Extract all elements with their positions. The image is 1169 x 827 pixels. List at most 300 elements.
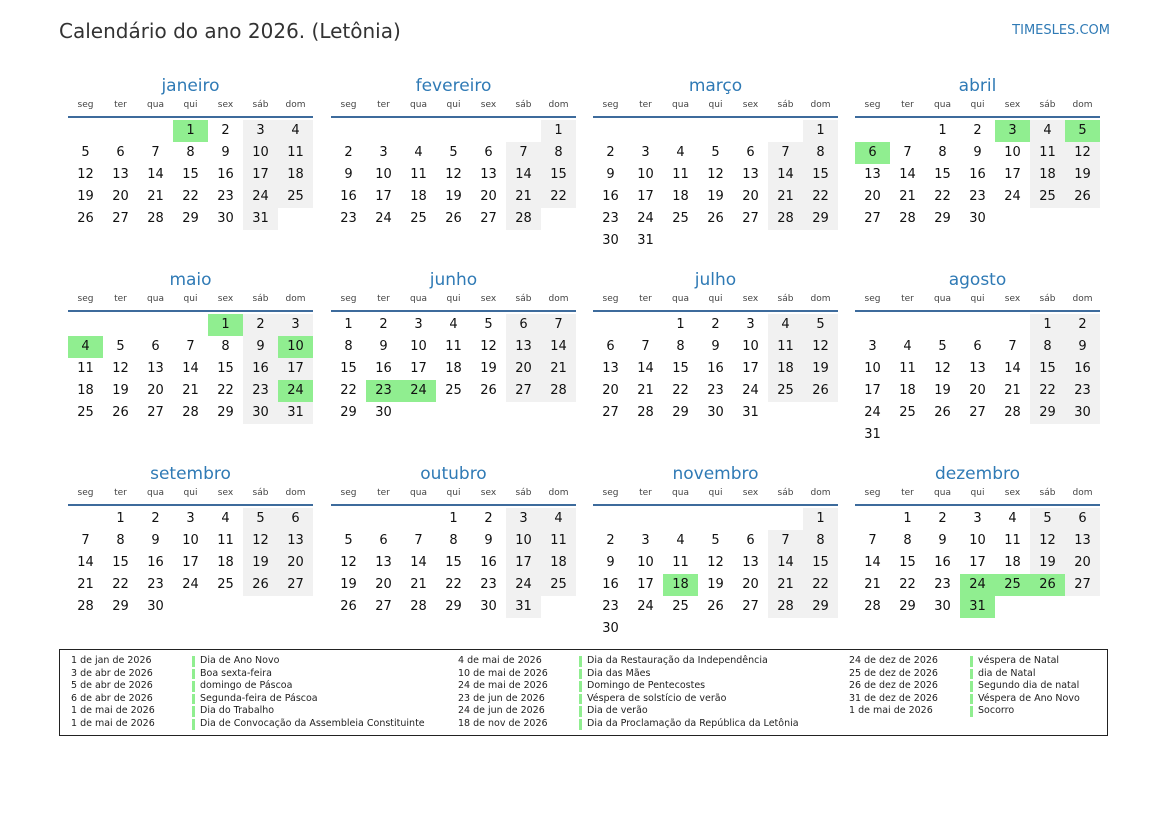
day-cell: 25: [77, 405, 94, 420]
day-cell: 26: [480, 383, 497, 398]
day-cell: 9: [711, 339, 720, 354]
weekday-label: ter: [901, 100, 914, 110]
weekday-label: sáb: [777, 488, 794, 498]
day-cell: 8: [116, 533, 125, 548]
weekday-label: qua: [672, 100, 689, 110]
day-cell: 3: [641, 533, 650, 548]
day-cell: 12: [112, 361, 129, 376]
holiday-cell: 23: [366, 380, 401, 402]
weekday-header: [68, 292, 313, 312]
day-cell: 11: [1030, 142, 1065, 164]
day-cell: 25: [217, 577, 234, 592]
month-6: [331, 266, 576, 424]
day-cell: 25: [672, 211, 689, 226]
weekday-label: sáb: [1039, 488, 1056, 498]
weekday-label: sáb: [777, 294, 794, 304]
legend-marker: [192, 719, 195, 730]
empty-cell: [768, 120, 803, 142]
weekday-label: dom: [548, 488, 569, 498]
legend-date: 1 de jan de 2026: [71, 655, 152, 666]
month-12: [855, 460, 1100, 618]
day-cell: 23: [147, 577, 164, 592]
day-cell: 10: [506, 530, 541, 552]
day-cell: 13: [1065, 530, 1100, 552]
weekday-label: qui: [446, 294, 461, 304]
legend-holiday-name: Segunda-feira de Páscoa: [200, 692, 318, 704]
legend-column: [458, 655, 799, 731]
day-cell: 14: [1004, 361, 1021, 376]
day-cell: 29: [445, 599, 462, 614]
day-cell: 30: [243, 402, 278, 424]
holiday-cell: 18: [663, 574, 698, 596]
empty-cell: [471, 120, 506, 142]
empty-cell: [401, 508, 436, 530]
weekday-label: ter: [901, 294, 914, 304]
day-cell: 22: [182, 189, 199, 204]
day-cell: 2: [606, 533, 615, 548]
weekday-label: seg: [602, 100, 619, 110]
day-cell: 29: [803, 208, 838, 230]
holiday-cell: 10: [278, 336, 313, 358]
weekday-label: ter: [639, 488, 652, 498]
day-cell: 15: [541, 164, 576, 186]
day-cell: 15: [445, 555, 462, 570]
legend-marker: [192, 656, 195, 667]
day-cell: 7: [868, 533, 877, 548]
day-cell: 22: [340, 383, 357, 398]
legend-row: [849, 668, 1080, 681]
day-cell: 30: [375, 405, 392, 420]
weekday-label: qua: [934, 488, 951, 498]
day-cell: 15: [340, 361, 357, 376]
day-cell: 24: [375, 211, 392, 226]
weekday-header: [855, 486, 1100, 506]
month-2: [331, 72, 576, 230]
legend-holiday-name: domingo de Páscoa: [200, 680, 293, 692]
month-8: [855, 266, 1100, 446]
empty-cell: [733, 508, 768, 530]
day-cell: 16: [602, 189, 619, 204]
legend-marker: [192, 669, 195, 680]
day-cell: 8: [803, 142, 838, 164]
day-cell: 30: [1065, 402, 1100, 424]
day-cell: 6: [973, 339, 982, 354]
day-grid: [68, 508, 313, 618]
day-cell: 26: [340, 599, 357, 614]
weekday-label: sex: [742, 488, 759, 498]
weekday-label: ter: [114, 100, 127, 110]
weekday-label: sex: [742, 294, 759, 304]
day-cell: 18: [410, 189, 427, 204]
day-cell: 14: [182, 361, 199, 376]
legend-row: [849, 705, 1080, 718]
day-cell: 12: [803, 336, 838, 358]
weekday-label: ter: [377, 100, 390, 110]
holiday-cell: 24: [278, 380, 313, 402]
legend-holiday-name: Véspera de Ano Novo: [978, 692, 1080, 704]
legend-row: [71, 705, 425, 718]
legend-holiday-name: Boa sexta-feira: [200, 667, 272, 679]
empty-cell: [890, 314, 925, 336]
day-cell: 28: [147, 211, 164, 226]
day-cell: 4: [768, 314, 803, 336]
day-cell: 13: [506, 336, 541, 358]
weekday-label: dom: [548, 294, 569, 304]
empty-cell: [698, 120, 733, 142]
legend-marker: [579, 681, 582, 692]
day-cell: 14: [864, 555, 881, 570]
holiday-cell: 1: [208, 314, 243, 336]
day-cell: 11: [672, 167, 689, 182]
day-cell: 28: [410, 599, 427, 614]
day-cell: 16: [243, 358, 278, 380]
month-1: [68, 72, 313, 230]
day-grid: [593, 508, 838, 640]
day-cell: 26: [707, 599, 724, 614]
weekday-label: seg: [864, 294, 881, 304]
day-grid: [855, 508, 1100, 618]
day-cell: 5: [803, 314, 838, 336]
day-cell: 29: [672, 405, 689, 420]
legend-date: 6 de abr de 2026: [71, 692, 153, 704]
day-cell: 17: [1004, 167, 1021, 182]
day-cell: 4: [541, 508, 576, 530]
day-cell: 21: [637, 383, 654, 398]
day-grid: [68, 314, 313, 424]
day-cell: 31: [278, 402, 313, 424]
weekday-label: dom: [1072, 100, 1093, 110]
day-cell: 30: [934, 599, 951, 614]
day-cell: 5: [116, 339, 125, 354]
day-cell: 10: [1004, 145, 1021, 160]
month-10: [331, 460, 576, 618]
day-cell: 6: [506, 314, 541, 336]
weekday-label: dom: [1072, 488, 1093, 498]
day-cell: 6: [484, 145, 493, 160]
empty-cell: [401, 120, 436, 142]
day-cell: 25: [1030, 186, 1065, 208]
day-cell: 11: [77, 361, 94, 376]
weekday-label: sáb: [777, 100, 794, 110]
day-cell: 2: [151, 511, 160, 526]
weekday-label: qui: [446, 100, 461, 110]
day-cell: 27: [506, 380, 541, 402]
weekday-label: qui: [183, 294, 198, 304]
day-cell: 22: [541, 186, 576, 208]
day-cell: 9: [221, 145, 230, 160]
day-cell: 12: [1030, 530, 1065, 552]
day-cell: 17: [864, 383, 881, 398]
day-cell: 30: [707, 405, 724, 420]
day-cell: 20: [112, 189, 129, 204]
day-cell: 24: [506, 574, 541, 596]
day-cell: 29: [899, 599, 916, 614]
day-cell: 14: [768, 164, 803, 186]
legend-marker: [970, 694, 973, 705]
day-cell: 7: [541, 314, 576, 336]
day-cell: 5: [711, 533, 720, 548]
day-cell: 25: [768, 380, 803, 402]
day-cell: 25: [278, 186, 313, 208]
day-cell: 30: [969, 211, 986, 226]
day-cell: 1: [676, 317, 685, 332]
day-cell: 23: [602, 599, 619, 614]
day-cell: 9: [151, 533, 160, 548]
weekday-header: [855, 292, 1100, 312]
day-cell: 7: [641, 339, 650, 354]
day-cell: 12: [243, 530, 278, 552]
day-cell: 23: [1065, 380, 1100, 402]
day-cell: 5: [243, 508, 278, 530]
day-cell: 15: [217, 361, 234, 376]
day-cell: 8: [938, 145, 947, 160]
day-cell: 11: [445, 339, 462, 354]
weekday-label: sáb: [1039, 294, 1056, 304]
day-cell: 26: [934, 405, 951, 420]
day-cell: 6: [1065, 508, 1100, 530]
day-cell: 3: [641, 145, 650, 160]
holiday-cell: 24: [401, 380, 436, 402]
day-cell: 15: [934, 167, 951, 182]
day-cell: 28: [541, 380, 576, 402]
day-cell: 20: [602, 383, 619, 398]
legend-row: [71, 668, 425, 681]
weekday-label: ter: [639, 100, 652, 110]
day-cell: 22: [1030, 380, 1065, 402]
weekday-label: qua: [410, 294, 427, 304]
day-cell: 12: [480, 339, 497, 354]
day-cell: 28: [1004, 405, 1021, 420]
day-cell: 4: [449, 317, 458, 332]
empty-cell: [366, 120, 401, 142]
day-cell: 1: [344, 317, 353, 332]
day-cell: 20: [742, 189, 759, 204]
legend-marker: [579, 656, 582, 667]
day-cell: 3: [278, 314, 313, 336]
empty-cell: [733, 120, 768, 142]
legend-holiday-name: Dia de Convocação da Assembleia Constituinte: [200, 717, 425, 729]
day-cell: 16: [602, 577, 619, 592]
day-cell: 29: [217, 405, 234, 420]
day-cell: 6: [606, 339, 615, 354]
weekday-label: sáb: [252, 294, 269, 304]
holiday-cell: 5: [1065, 120, 1100, 142]
day-cell: 13: [969, 361, 986, 376]
day-cell: 27: [375, 599, 392, 614]
day-cell: 9: [1065, 336, 1100, 358]
legend-row: [71, 655, 425, 668]
legend-column: [849, 655, 1080, 718]
empty-cell: [103, 120, 138, 142]
day-cell: 4: [1030, 120, 1065, 142]
day-grid: [331, 508, 576, 618]
day-cell: 22: [803, 574, 838, 596]
day-cell: 10: [182, 533, 199, 548]
month-name: janeiro: [161, 76, 220, 96]
weekday-label: dom: [285, 294, 306, 304]
legend-marker: [579, 669, 582, 680]
day-cell: 8: [1030, 336, 1065, 358]
day-cell: 22: [803, 186, 838, 208]
day-cell: 23: [707, 383, 724, 398]
legend-row: [458, 693, 799, 706]
empty-cell: [628, 314, 663, 336]
day-cell: 22: [445, 577, 462, 592]
day-cell: 10: [969, 533, 986, 548]
legend-date: 24 de mai de 2026: [458, 680, 548, 692]
month-9: [68, 460, 313, 618]
day-cell: 4: [278, 120, 313, 142]
weekday-label: sáb: [515, 100, 532, 110]
day-cell: 8: [186, 145, 195, 160]
day-cell: 31: [864, 427, 881, 442]
legend-date: 25 de dez de 2026: [849, 667, 938, 679]
day-cell: 23: [602, 211, 619, 226]
day-cell: 8: [221, 339, 230, 354]
legend-row: [458, 655, 799, 668]
legend-marker: [192, 694, 195, 705]
day-cell: 30: [217, 211, 234, 226]
day-cell: 19: [1030, 552, 1065, 574]
weekday-label: sex: [217, 100, 234, 110]
month-name: julho: [694, 270, 737, 290]
weekday-label: seg: [602, 488, 619, 498]
day-cell: 18: [1030, 164, 1065, 186]
weekday-label: qui: [970, 294, 985, 304]
day-cell: 27: [742, 211, 759, 226]
month-name: abril: [958, 76, 997, 96]
day-cell: 6: [746, 533, 755, 548]
weekday-header: [331, 292, 576, 312]
weekday-label: qui: [446, 488, 461, 498]
day-cell: 17: [506, 552, 541, 574]
day-cell: 11: [217, 533, 234, 548]
holiday-cell: 4: [68, 336, 103, 358]
day-cell: 4: [1008, 511, 1017, 526]
legend-date: 10 de mai de 2026: [458, 667, 548, 679]
day-cell: 23: [340, 211, 357, 226]
weekday-label: qua: [410, 488, 427, 498]
legend-holiday-name: véspera de Natal: [978, 655, 1060, 666]
empty-cell: [68, 120, 103, 142]
legend-holiday-name: Dia de Ano Novo: [200, 655, 280, 666]
day-cell: 13: [602, 361, 619, 376]
day-cell: 21: [864, 577, 881, 592]
day-cell: 6: [379, 533, 388, 548]
day-cell: 23: [934, 577, 951, 592]
weekday-label: sex: [1004, 488, 1021, 498]
day-cell: 19: [112, 383, 129, 398]
day-cell: 28: [77, 599, 94, 614]
day-cell: 13: [112, 167, 129, 182]
month-4: [855, 72, 1100, 230]
day-cell: 10: [375, 167, 392, 182]
empty-cell: [960, 314, 995, 336]
day-cell: 14: [77, 555, 94, 570]
legend-date: 24 de dez de 2026: [849, 655, 938, 666]
day-cell: 22: [934, 189, 951, 204]
empty-cell: [138, 120, 173, 142]
month-name: fevereiro: [415, 76, 492, 96]
weekday-label: sáb: [1039, 100, 1056, 110]
day-cell: 27: [969, 405, 986, 420]
day-grid: [593, 120, 838, 252]
day-cell: 21: [182, 383, 199, 398]
empty-cell: [663, 120, 698, 142]
day-cell: 25: [410, 211, 427, 226]
weekday-label: ter: [114, 488, 127, 498]
day-cell: 16: [1065, 358, 1100, 380]
day-cell: 17: [243, 164, 278, 186]
day-cell: 17: [182, 555, 199, 570]
weekday-label: dom: [810, 294, 831, 304]
weekday-label: seg: [77, 294, 94, 304]
weekday-label: qua: [934, 100, 951, 110]
day-cell: 29: [934, 211, 951, 226]
day-cell: 20: [864, 189, 881, 204]
day-cell: 22: [112, 577, 129, 592]
day-cell: 7: [81, 533, 90, 548]
legend-holiday-name: Dia do Trabalho: [200, 705, 275, 717]
day-cell: 7: [414, 533, 423, 548]
legend-holiday-name: Dia de verão: [587, 705, 648, 717]
legend-row: [71, 680, 425, 693]
weekday-label: dom: [548, 100, 569, 110]
day-cell: 1: [116, 511, 125, 526]
weekday-label: ter: [114, 294, 127, 304]
empty-cell: [138, 314, 173, 336]
day-cell: 10: [864, 361, 881, 376]
weekday-label: qua: [410, 100, 427, 110]
day-cell: 21: [147, 189, 164, 204]
weekday-label: sáb: [252, 488, 269, 498]
empty-cell: [331, 508, 366, 530]
day-cell: 26: [112, 405, 129, 420]
legend-date: 4 de mai de 2026: [458, 655, 542, 666]
day-cell: 12: [445, 167, 462, 182]
day-cell: 19: [707, 189, 724, 204]
weekday-label: sex: [480, 100, 497, 110]
legend-row: [458, 680, 799, 693]
day-cell: 17: [410, 361, 427, 376]
day-cell: 9: [344, 167, 353, 182]
day-cell: 10: [243, 142, 278, 164]
day-cell: 8: [449, 533, 458, 548]
day-cell: 21: [410, 577, 427, 592]
brand-link[interactable]: TIMESLES.COM: [1012, 23, 1110, 38]
day-cell: 15: [899, 555, 916, 570]
day-cell: 27: [278, 574, 313, 596]
day-cell: 14: [147, 167, 164, 182]
day-cell: 20: [147, 383, 164, 398]
day-cell: 24: [1004, 189, 1021, 204]
day-cell: 19: [445, 189, 462, 204]
day-cell: 3: [414, 317, 423, 332]
day-cell: 20: [278, 552, 313, 574]
empty-cell: [593, 314, 628, 336]
legend-row: [71, 718, 425, 731]
day-cell: 12: [934, 361, 951, 376]
legend-marker: [192, 681, 195, 692]
day-cell: 29: [1030, 402, 1065, 424]
legend-holiday-name: Véspera de solstício de verão: [587, 692, 727, 704]
day-cell: 26: [707, 211, 724, 226]
month-name: agosto: [948, 270, 1007, 290]
day-cell: 13: [147, 361, 164, 376]
day-cell: 18: [541, 552, 576, 574]
day-cell: 9: [243, 336, 278, 358]
day-cell: 27: [1065, 574, 1100, 596]
